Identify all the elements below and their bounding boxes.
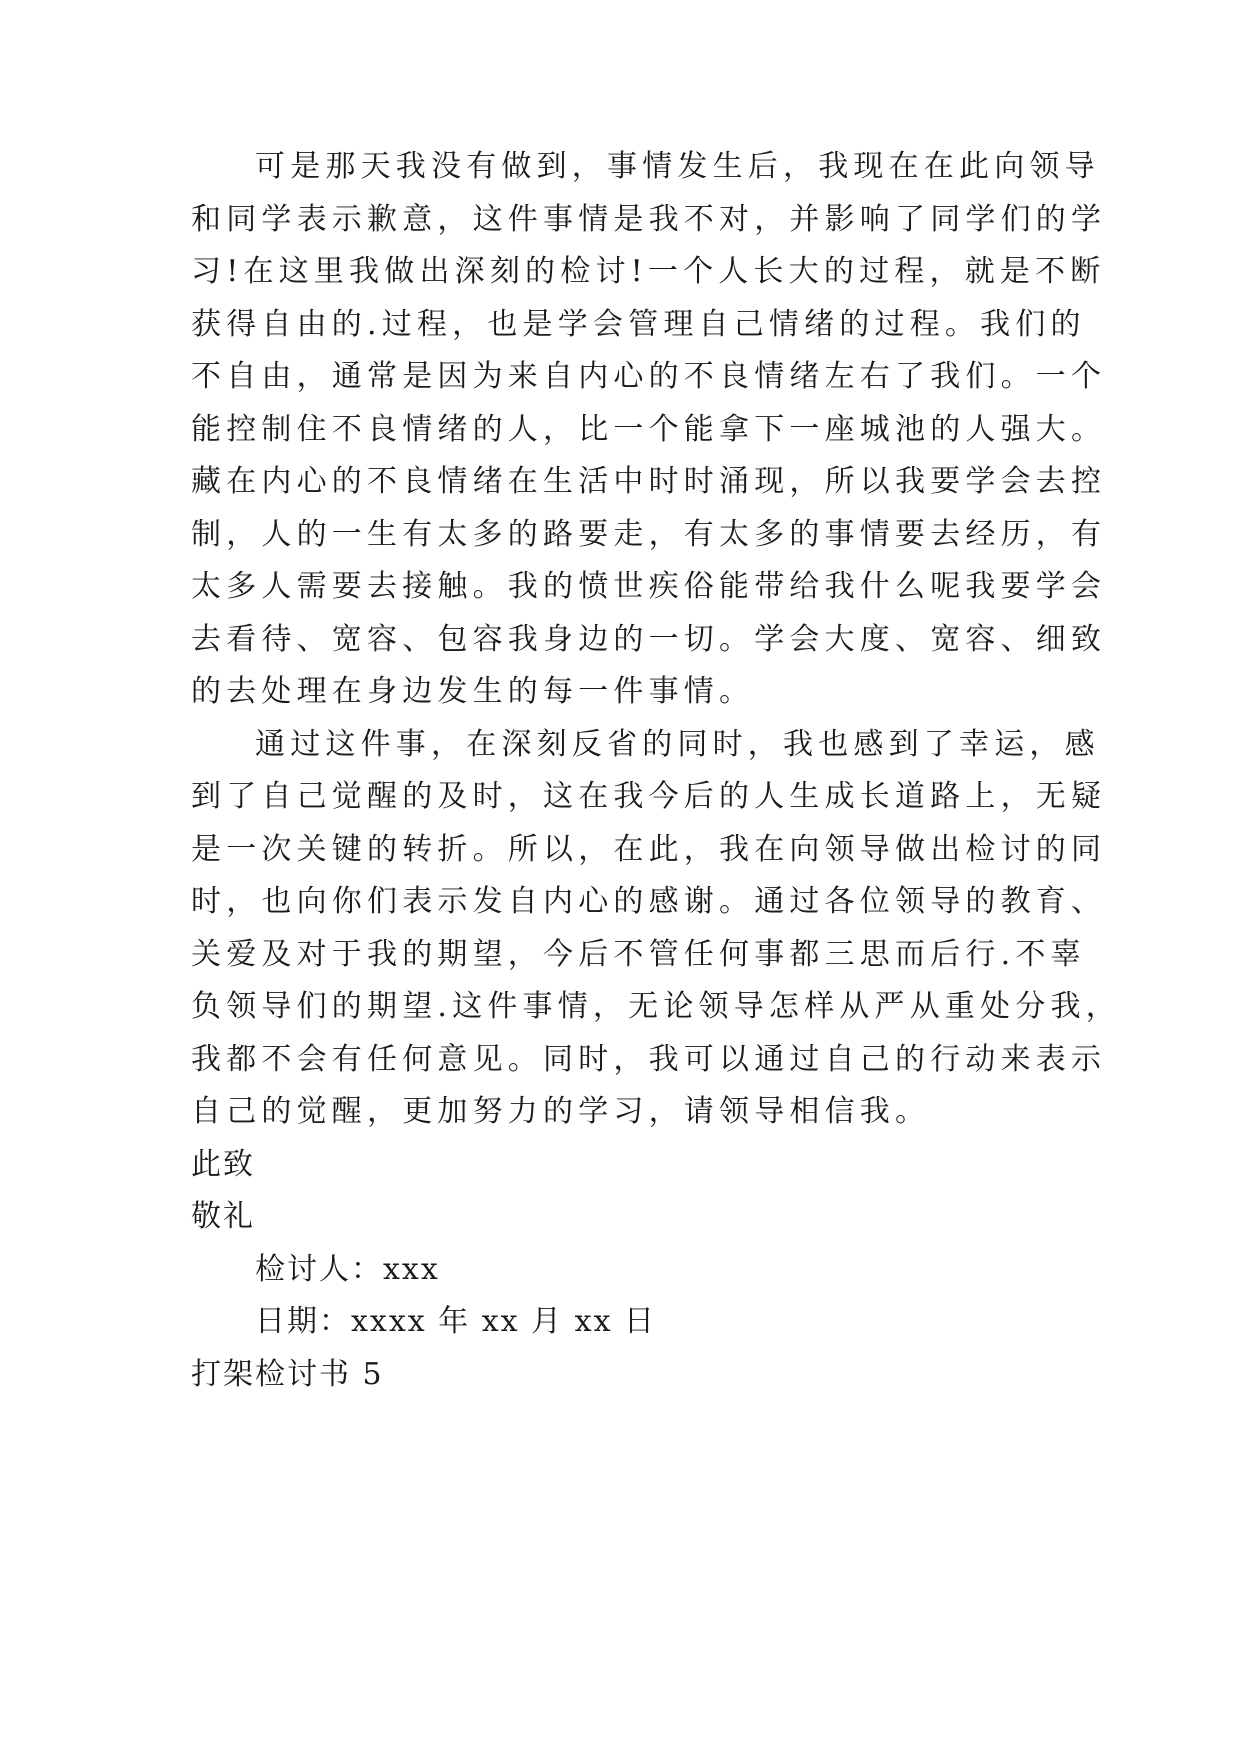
paragraph-line: 太多人需要去接触。我的愤世疾俗能带给我什么呢我要学会 [191,569,1107,604]
closing-salutation: 此致 [191,1147,255,1182]
paragraph-line: 能控制住不良情绪的人，比一个能拿下一座城池的人强大。 [191,412,1107,447]
next-section-title: 打架检讨书 5 [191,1357,384,1392]
closing-regards: 敬礼 [191,1199,255,1234]
paragraph-line: 到了自己觉醒的及时，这在我今后的人生成长道路上，无疑 [191,779,1107,814]
paragraph-line: 藏在内心的不良情绪在生活中时时涌现，所以我要学会去控 [191,464,1107,499]
paragraph-line: 是一次关键的转折。所以，在此，我在向领导做出检讨的同 [191,832,1107,867]
paragraph-line: 制，人的一生有太多的路要走，有太多的事情要去经历，有 [191,517,1107,552]
paragraph-line: 的去处理在身边发生的每一件事情。 [191,674,755,709]
paragraph-line: 时，也向你们表示发自内心的感谢。通过各位领导的教育、 [191,884,1107,919]
paragraph-line: 去看待、宽容、包容我身边的一切。学会大度、宽容、细致 [191,622,1107,657]
paragraph-line: 关爱及对于我的期望，今后不管任何事都三思而后行.不辜 [191,937,1086,972]
paragraph-line: 我都不会有任何意见。同时，我可以通过自己的行动来表示 [191,1042,1107,1077]
paragraph-line: 自己的觉醒，更加努力的学习，请领导相信我。 [191,1094,931,1129]
paragraph-line: 习!在这里我做出深刻的检讨!一个人长大的过程，就是不断 [191,254,1106,289]
paragraph-line: 通过这件事，在深刻反省的同时，我也感到了幸运，感 [255,727,1100,762]
paragraph-line: 获得自由的.过程，也是学会管理自己情绪的过程。我们的 [191,307,1086,342]
date-line: 日期：xxxx 年 xx 月 xx 日 [255,1304,657,1339]
signer-line: 检讨人：xxx [255,1252,440,1287]
paragraph-line: 不自由，通常是因为来自内心的不良情绪左右了我们。一个 [191,359,1107,394]
paragraph-line: 可是那天我没有做到，事情发生后，我现在在此向领导 [255,149,1100,184]
paragraph-line: 和同学表示歉意，这件事情是我不对，并影响了同学们的学 [191,202,1107,237]
paragraph-line: 负领导们的期望.这件事情，无论领导怎样从严从重处分我， [191,989,1121,1024]
